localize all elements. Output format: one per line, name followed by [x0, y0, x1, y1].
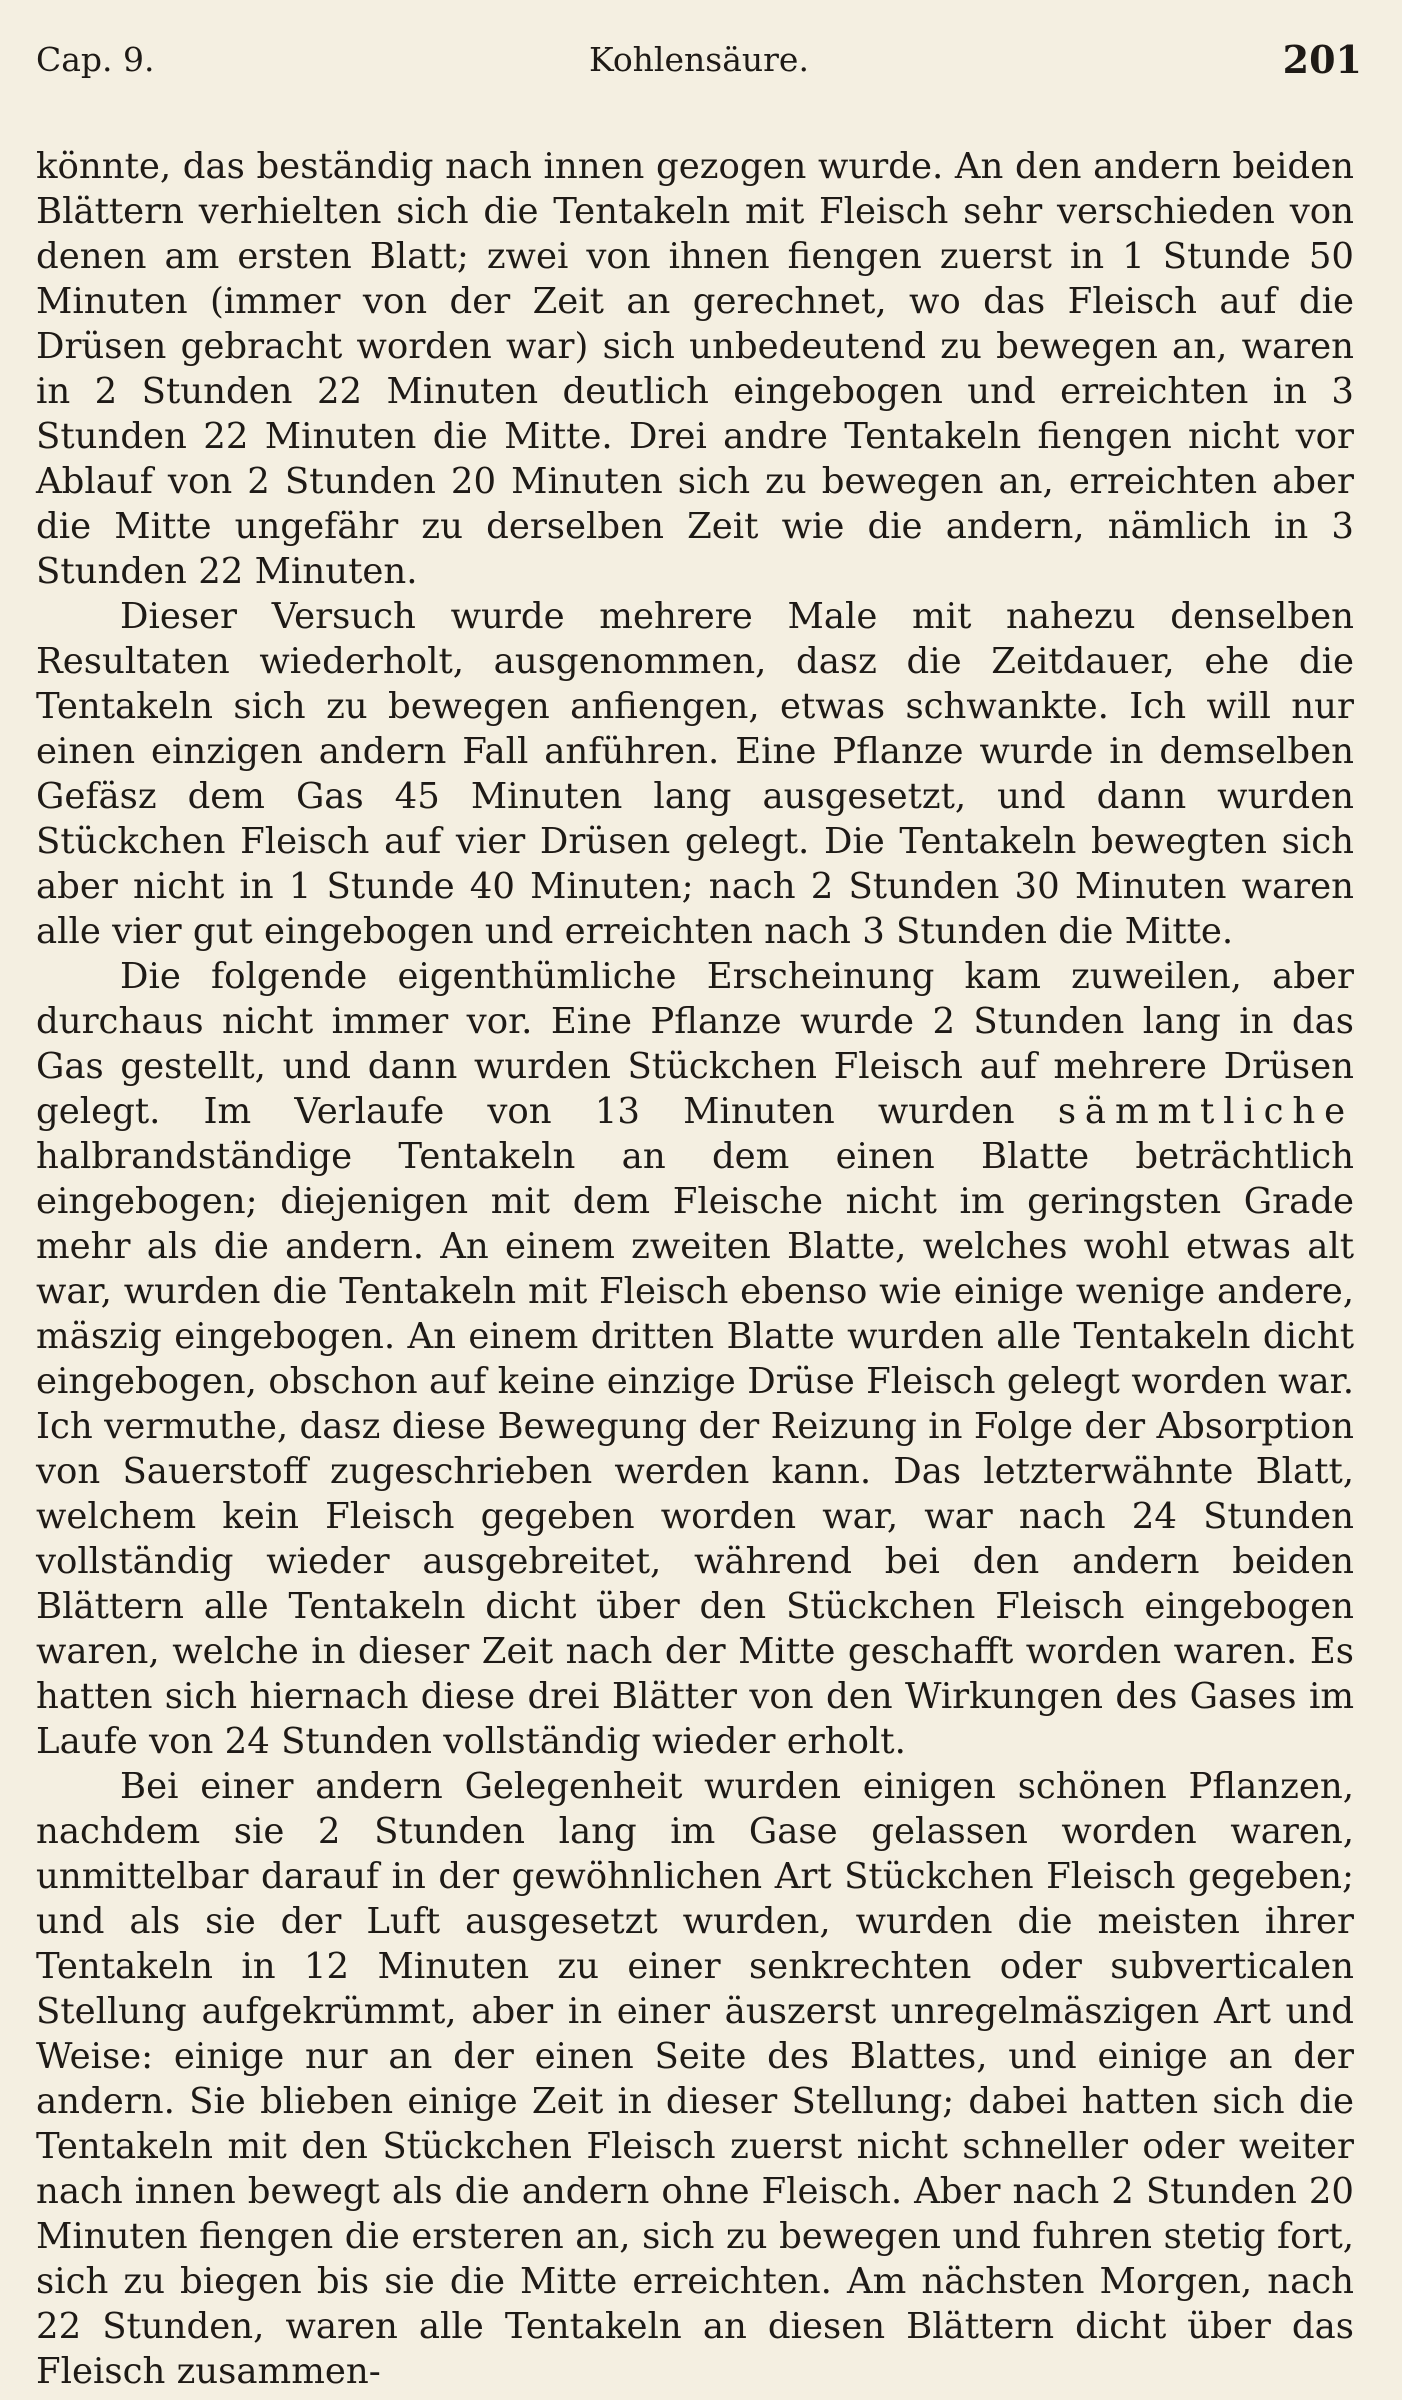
emphasized-word: sämmtliche: [1057, 1091, 1354, 1132]
paragraph-3-part-2: halbrandständige Tentakeln an dem einen Blatte beträchtlich eingebogen; diejenigen mit dem Fleische nicht im geringsten Grade mehr als die andern. An einem zweiten Blatte, welches wohl etwas alt war, wurden die Tentakeln mit Fleisch ebenso wie einige wenige andere, mäszig eingebogen. An einem dritten Blatte wurden alle Tentakeln dicht eingebogen, obschon auf keine einzige Drüse Fleisch gelegt worden war. Ich vermuthe, dasz diese Bewegung der Reizung in Folge der Absorption von Sauerstoff zugeschrieben werden kann. Das letzterwähnte Blatt, welchem kein Fleisch gegeben worden war, war nach 24 Stunden vollständig wieder ausgebreitet, während bei den andern beiden Blättern alle Tentakeln dicht über den Stückchen Fleisch eingebogen waren, welche in dieser Zeit nach der Mitte geschafft worden waren. Es hatten sich hiernach diese drei Blätter von den Wirkungen des Gases im Laufe von 24 Stunden vollständig wieder erholt.: [36, 1136, 1354, 1762]
running-header: [36, 30, 1362, 90]
running-title: Kohlensäure.: [589, 40, 809, 79]
paragraph-1: könnte, das beständig nach innen gezogen wurde. An den andern beiden Blättern verhielten sich die Tentakeln mit Fleisch sehr verschieden von denen am ersten Blatt; zwei von ihnen fiengen zuerst in 1 Stunde 50 Minuten (immer von der Zeit an gerechnet, wo das Fleisch auf die Drüsen gebracht worden war) sich unbedeutend zu bewegen an, waren in 2 Stunden 22 Minuten deutlich eingebogen und erreichten in 3 Stunden 22 Minuten die Mitte. Drei andre Tentakeln fiengen nicht vor Ablauf von 2 Stunden 20 Minuten sich zu bewegen an, erreichten aber die Mitte ungefähr zu derselben Zeit wie die andern, nämlich in 3 Stunden 22 Minuten.: [36, 146, 1354, 592]
page-number: 201: [1282, 37, 1362, 82]
body-text: [36, 144, 1354, 2394]
paragraph-2: Dieser Versuch wurde mehrere Male mit nahezu denselben Resultaten wiederholt, ausgenommen, dasz die Zeitdauer, ehe die Tentakeln sich zu bewegen anfiengen, etwas schwankte. Ich will nur einen einzigen andern Fall anführen. Eine Pflanze wurde in demselben Gefäsz dem Gas 45 Minuten lang ausgesetzt, und dann wurden Stückchen Fleisch auf vier Drüsen gelegt. Die Tentakeln bewegten sich aber nicht in 1 Stunde 40 Minuten; nach 2 Stunden 30 Minuten waren alle vier gut eingebogen und erreichten nach 3 Stunden die Mitte.: [36, 596, 1354, 952]
paragraph-3: [36, 954, 1354, 1764]
chapter-label: Cap. 9.: [36, 40, 155, 79]
paragraph-4: Bei einer andern Gelegenheit wurden einigen schönen Pflanzen, nachdem sie 2 Stunden lang im Gase gelassen worden waren, unmittelbar darauf in der gewöhnlichen Art Stückchen Fleisch gegeben; und als sie der Luft ausgesetzt wurden, wurden die meisten ihrer Tentakeln in 12 Minuten zu einer senkrechten oder subverticalen Stellung aufgekrümmt, aber in einer äuszerst unregelmäszigen Art und Weise: einige nur an der einen Seite des Blattes, und einige an der andern. Sie blieben einige Zeit in dieser Stellung; dabei hatten sich die Tentakeln mit den Stückchen Fleisch zuerst nicht schneller oder weiter nach innen bewegt als die andern ohne Fleisch. Aber nach 2 Stunden 20 Minuten fiengen die ersteren an, sich zu bewegen und fuhren stetig fort, sich zu biegen bis sie die Mitte erreichten. Am nächsten Morgen, nach 22 Stunden, waren alle Tentakeln an diesen Blättern dicht über das Fleisch zusammen-: [36, 1766, 1354, 2392]
paragraph-3-part-1: Die folgende eigenthümliche Erscheinung kam zuweilen, aber durchaus nicht immer vor. Eine Pflanze wurde 2 Stunden lang in das Gas gestellt, und dann wurden Stückchen Fleisch auf mehrere Drüsen gelegt. Im Verlaufe von 13 Minuten wurden: [36, 956, 1354, 1132]
